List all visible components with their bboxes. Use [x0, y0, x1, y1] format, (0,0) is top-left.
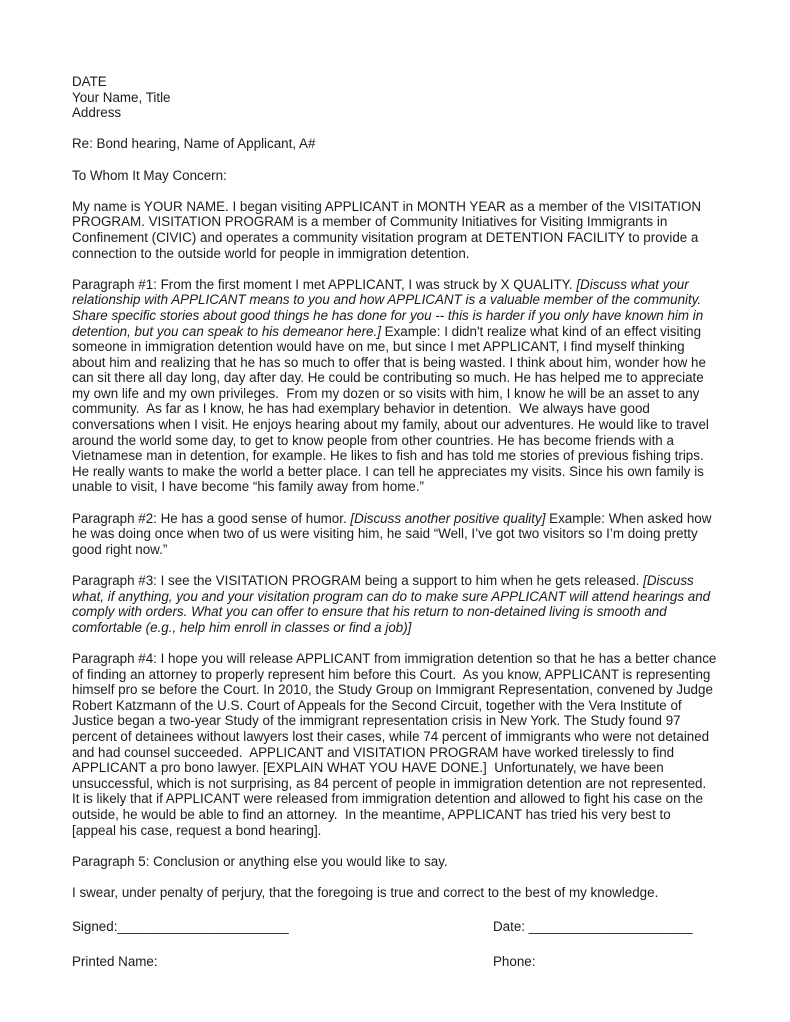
date-blank-line: ______________________	[525, 919, 693, 935]
date-field	[493, 919, 718, 935]
sender-name-title: Your Name, Title	[72, 89, 171, 105]
phone-field	[493, 954, 718, 970]
paragraph-3-instruction: [Discuss what, if anything, you and your visitation program can do to make sure APPLICANT will attend hearings and comply with orders. What you can offer to ensure that his return to non-detained living is smooth and comfortable (e.g., help him enroll in classes or find a job)]	[72, 573, 714, 635]
salutation: To Whom It May Concern:	[72, 167, 227, 183]
paragraph-4: Paragraph #4: I hope you will release APPLICANT from immigration detention so that he has a better chance of finding an attorney to properly represent him before this Court. As you know, APPLICANT is representing himself pro se before the Court. In 2010, the Study Group on Immigrant Representation, convened by Judge Robert Katzmann of the U.S. Court of Appeals for the Second Circuit, together with the Vera Institute of Justice began a two-year Study of the immigrant representation crisis in New York. The Study found 97 percent of detainees without lawyers lost their cases, while 74 percent of immigrants who were not detained and had counsel succeeded. APPLICANT and VISITATION PROGRAM have worked tirelessly to find APPLICANT a pro bono lawyer. [EXPLAIN WHAT YOU HAVE DONE.] Unfortunately, we have been unsuccessful, which is not surprising, as 84 percent of people in immigration detention are not represented. It is likely that if APPLICANT were released from immigration detention and allowed to fight his case on the outside, he would be able to find an attorney. In the meantime, APPLICANT has tried his very best to [appeal his case, request a bond hearing].	[72, 650, 721, 838]
paragraph-2-lead: Paragraph #2: He has a good sense of humor.	[72, 510, 351, 526]
paragraph-3-lead: Paragraph #3: I see the VISITATION PROGRAM being a support to him when he gets released.	[72, 573, 644, 588]
paragraph-1-instruction: [Discuss what your relationship with APPLICANT means to you and how APPLICANT is a valuable member of the community. Share specific stories about good things he has done for you -- this is harder if you only have known him in detention, but you can speak to his demeanor here.]	[72, 276, 707, 339]
intro-paragraph: My name is YOUR NAME. I began visiting APPLICANT in MONTH YEAR as a member of the VISITATION PROGRAM. VISITATION PROGRAM is a member of Community Initiatives for Visiting Immigrants in Confinement (CIVIC) and operates a community visitation program at DETENTION FACILITY to provide a connection to the outside world for people in immigration detention.	[72, 198, 705, 261]
paragraph-2-body: Example: When asked how he was doing once when two of us were visiting him, he said “Well, I’ve got two visitors so I’m doing pretty good right now.”	[72, 510, 716, 557]
paragraph-2-instruction: [Discuss another positive quality]	[350, 510, 546, 526]
date-line: DATE	[72, 74, 107, 89]
paragraph-1	[72, 277, 718, 495]
paragraph-3	[72, 573, 718, 635]
paragraph-2	[72, 511, 718, 558]
sender-block	[72, 74, 718, 121]
signed-blank-line: _______________________	[117, 919, 289, 935]
signed-label: Signed:	[72, 919, 118, 935]
printed-name-label: Printed Name:	[72, 954, 158, 970]
paragraph-1-lead: Paragraph #1: From the first moment I met APPLICANT, I was struck by X QUALITY.	[72, 276, 577, 292]
printed-name-row	[72, 954, 718, 970]
paragraph-5: Paragraph 5: Conclusion or anything else you would like to say.	[72, 853, 448, 869]
paragraph-1-body: Example: I didn't realize what kind of an effect visiting someone in immigration detention would have on me, but since I met APPLICANT, I find myself thinking about him and realizing that he has so much to offer that is being wasted. I think about him, wonder how he can sit there all day long, day after day. He could be contributing so much. He has helped me to appreciate my own life and my own privileges. From my dozen or so visits with him, I know he will be an asset to any community. As far as I know, he has had exemplary behavior in detention. We always have good conversations when I visit. He enjoys hearing about my family, about our adventures. He would like to travel around the world some day, to get to know people from other countries. He has become friends with a Vietnamese man in detention, for example. He likes to fish and has told me stories of previous fishing trips. He really wants to make the world a better place. I can tell he appreciates my visits. Since his own family is unable to visit, I have become “his family away from home.”	[72, 323, 713, 495]
printed-name-field	[72, 954, 493, 970]
signature-row	[72, 919, 718, 935]
oath-line: I swear, under penalty of perjury, that the foregoing is true and correct to the best of my knowledge.	[72, 884, 659, 900]
subject-line: Re: Bond hearing, Name of Applicant, A#	[72, 136, 316, 152]
signed-field	[72, 919, 493, 935]
phone-label: Phone:	[493, 954, 536, 970]
date-label: Date:	[493, 919, 526, 935]
sender-address: Address	[72, 105, 122, 121]
